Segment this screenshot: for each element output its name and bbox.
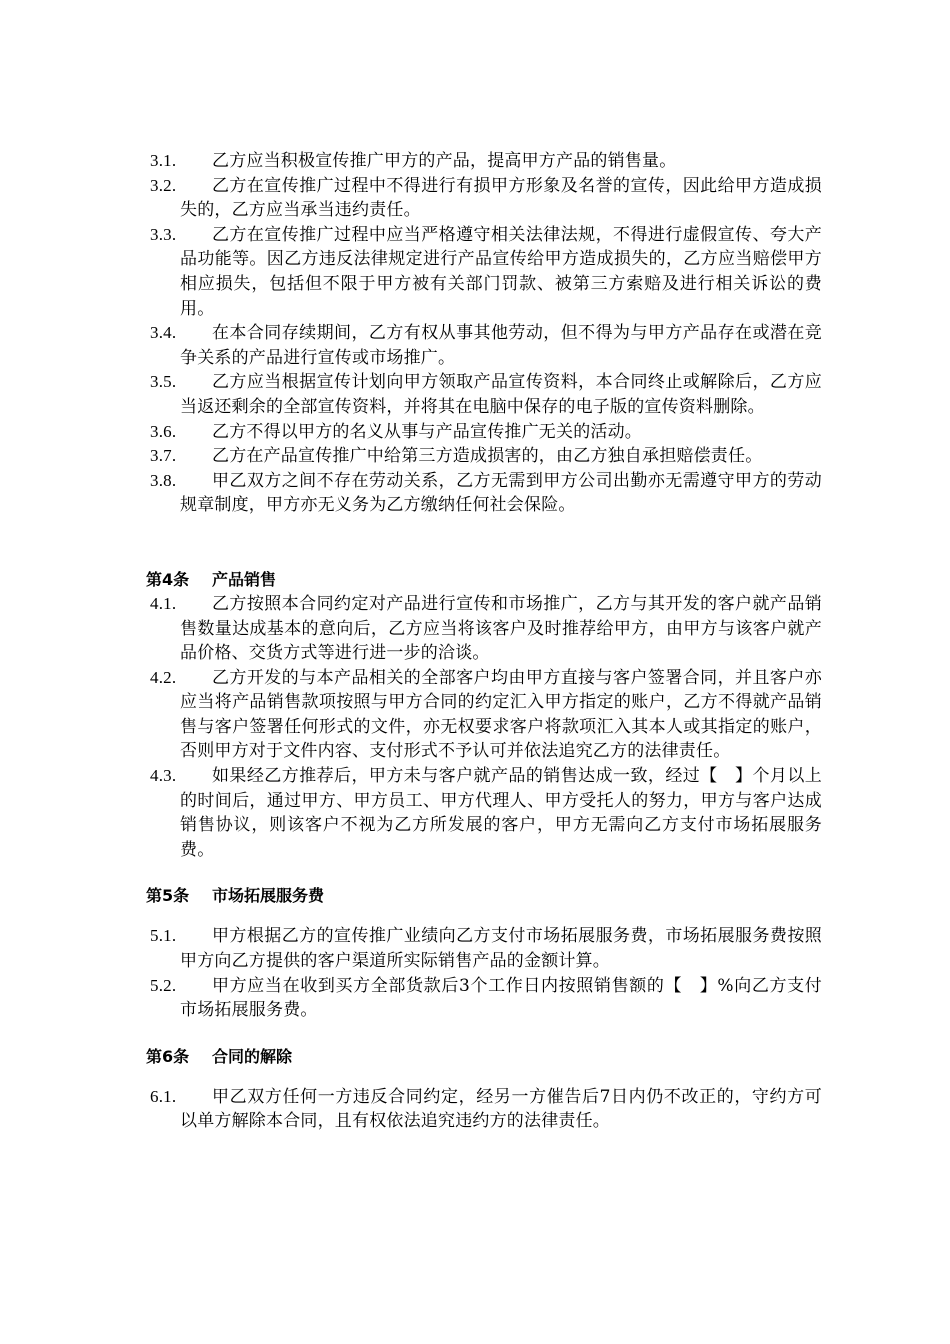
section-5 xyxy=(146,884,822,1022)
section-4 xyxy=(146,568,822,863)
article-number: 第4条 xyxy=(146,569,190,589)
clause-text: 乙方在产品宣传推广中给第三方造成损害的，由乙方独自承担赔偿责任。 xyxy=(212,446,763,467)
section-heading xyxy=(146,884,822,908)
spacer xyxy=(146,518,822,568)
section-heading xyxy=(146,1045,822,1069)
clause-3-1 xyxy=(146,149,822,174)
clause-3-8 xyxy=(146,469,822,518)
clause-number: 6.1. xyxy=(150,1086,177,1106)
clause-text: 乙方在宣传推广过程中不得进行有损甲方形象及名誉的宣传，因此给甲方造成损失的，乙方应当承当违约责任。 xyxy=(180,175,822,221)
spacer xyxy=(146,1023,822,1045)
clause-number: 3.1. xyxy=(150,151,177,170)
clause-number: 4.1. xyxy=(150,593,177,613)
section-heading xyxy=(146,568,822,592)
clause-text: 甲方应当在收到买方全部货款后3个工作日内按照销售额的【 】%向乙方支付市场拓展服务费。 xyxy=(180,975,822,1021)
clause-number: 3.4. xyxy=(150,323,177,343)
clause-3-4 xyxy=(146,321,822,370)
clause-number: 3.5. xyxy=(150,372,177,392)
section-title: 合同的解除 xyxy=(212,1046,293,1066)
clause-3-2 xyxy=(146,174,822,223)
section-title: 市场拓展服务费 xyxy=(212,886,325,906)
clause-text: 乙方按照本合同约定对产品进行宣传和市场推广，乙方与其开发的客户就产品销售数量达成基本的意向后，乙方应当将该客户及时推荐给甲方，由甲方与该客户就产品价格、交货方式等进行进一步的洽谈。 xyxy=(180,593,822,664)
clause-text: 乙方在宣传推广过程中应当严格遵守相关法律法规，不得进行虚假宣传、夸大产品功能等。因乙方违反法律规定进行产品宣传给甲方造成损失的，乙方应当赔偿甲方相应损失，包括但不限于甲方被有关部门罚款、被第三方索赔及进行相关诉讼的费用。 xyxy=(180,224,822,319)
clause-3-6 xyxy=(146,420,822,445)
clause-5-1 xyxy=(146,924,822,973)
clause-3-7 xyxy=(146,444,822,469)
clause-5-2 xyxy=(146,974,822,1023)
clause-number: 3.3. xyxy=(150,224,177,244)
section-6 xyxy=(146,1045,822,1134)
clause-text: 乙方开发的与本产品相关的全部客户均由甲方直接与客户签署合同，并且客户亦应当将产品销售款项按照与甲方合同的约定汇入甲方指定的账户，乙方不得就产品销售与客户签署任何形式的文件，亦无权要求客户将款项汇入其本人或其指定的账户，否则甲方对于文件内容、支付形式不予认可并依法追究乙方的法律责任。 xyxy=(180,667,822,762)
clause-number: 4.2. xyxy=(150,667,177,687)
clause-number: 3.2. xyxy=(150,175,177,195)
clause-number: 3.7. xyxy=(150,446,177,466)
clause-6-1 xyxy=(146,1085,822,1134)
clause-4-2 xyxy=(146,666,822,764)
clause-text: 乙方应当根据宣传计划向甲方领取产品宣传资料，本合同终止或解除后，乙方应当返还剩余的全部宣传资料，并将其在电脑中保存的电子版的宣传资料删除。 xyxy=(180,372,822,417)
clause-number: 3.6. xyxy=(150,421,177,441)
clause-text: 乙方不得以甲方的名义从事与产品宣传推广无关的活动。 xyxy=(212,421,642,442)
clause-text: 甲乙双方任何一方违反合同约定，经另一方催告后7日内仍不改正的，守约方可以单方解除本合同，且有权依法追究违约方的法律责任。 xyxy=(180,1086,822,1132)
spacer xyxy=(146,862,822,884)
clause-text: 乙方应当积极宣传推广甲方的产品，提高甲方产品的销售量。 xyxy=(212,151,677,171)
section-title: 产品销售 xyxy=(212,569,277,589)
spacer xyxy=(146,908,822,924)
clause-3-5 xyxy=(146,370,822,419)
article-number: 第6条 xyxy=(146,1046,190,1066)
clause-text: 甲方根据乙方的宣传推广业绩向乙方支付市场拓展服务费，市场拓展服务费按照甲方向乙方提供的客户渠道所实际销售产品的金额计算。 xyxy=(180,926,822,972)
article-number: 第5条 xyxy=(146,886,190,906)
clause-number: 4.3. xyxy=(150,766,177,786)
clause-4-1 xyxy=(146,592,822,666)
clause-number: 5.1. xyxy=(150,926,177,946)
clause-4-3 xyxy=(146,764,822,862)
section-3 xyxy=(146,149,822,518)
clause-number: 5.2. xyxy=(150,975,177,995)
clause-text: 甲乙双方之间不存在劳动关系，乙方无需到甲方公司出勤亦无需遵守甲方的劳动规章制度，甲方亦无义务为乙方缴纳任何社会保险。 xyxy=(180,470,822,516)
clause-text: 在本合同存续期间，乙方有权从事其他劳动，但不得为与甲方产品存在或潜在竞争关系的产品进行宣传或市场推广。 xyxy=(180,323,822,368)
clause-text: 如果经乙方推荐后，甲方未与客户就产品的销售达成一致，经过【 】个月以上的时间后，通过甲方、甲方员工、甲方代理人、甲方受托人的努力，甲方与客户达成销售协议，则该客户不视为乙方所发展的客户，甲方无需向乙方支付市场拓展服务费。 xyxy=(180,766,822,860)
clause-number: 3.8. xyxy=(150,470,177,490)
spacer xyxy=(146,1069,822,1085)
contract-body xyxy=(146,149,822,1134)
clause-3-3 xyxy=(146,223,822,321)
